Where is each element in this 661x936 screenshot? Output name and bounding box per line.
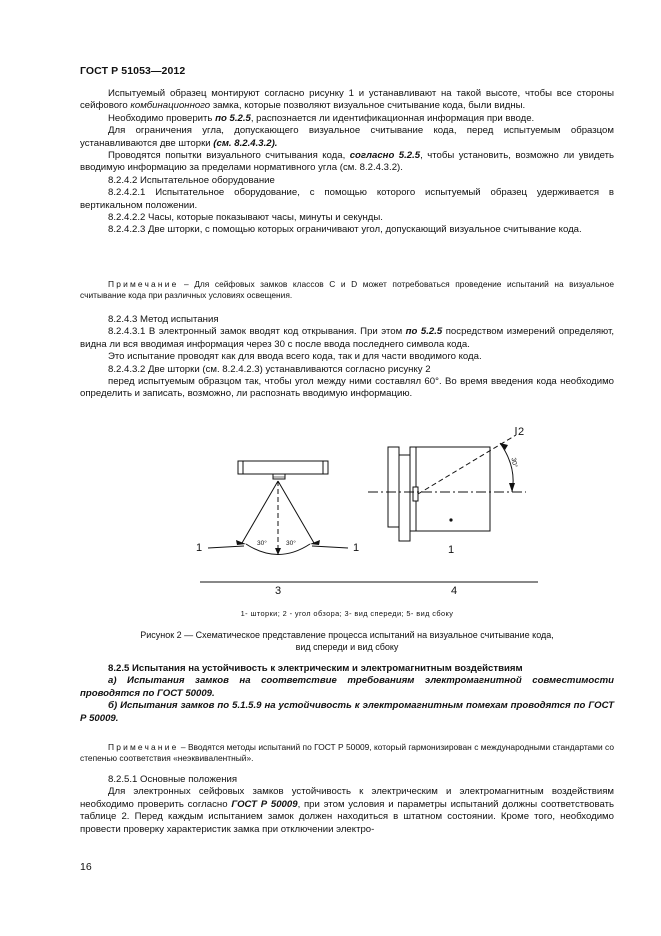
angle-label-right: 30° xyxy=(286,540,296,547)
note-1 xyxy=(80,279,614,301)
note-label: Примечание xyxy=(108,279,179,289)
sight-line-left xyxy=(242,481,278,543)
paragraph-2: Необходимо проверить по 5.2.5, распознается ли идентификационная информация при вводе. xyxy=(108,112,535,124)
section-8-2-4-3-2: 8.2.4.3.2 Две шторки (см. 8.2.4.2.3) устанавливаются согласно рисунку 2 xyxy=(108,363,431,375)
document-header: ГОСТ Р 51053—2012 xyxy=(80,65,186,77)
section-8-2-5-a: а) Испытания замков на соответствие требованиям электромагнитной совместимости проводятся по ГОСТ 50009. xyxy=(80,675,614,699)
shutter-leader-right xyxy=(312,546,348,548)
section-8-2-4-2-1: 8.2.4.2.1 Испытательное оборудование, с помощью которого испытуемый образец удерживается в вертикальном положении. xyxy=(80,187,614,211)
side-arrow-bottom xyxy=(509,483,515,492)
label-side-view: 4 xyxy=(451,585,458,597)
angle-label-left: 30° xyxy=(257,540,267,547)
label-side-view-center: 1 xyxy=(448,544,455,556)
caption-line-1: Рисунок 2 — Схематическое представление процесса испытаний на визуальное считывание кода, xyxy=(140,630,554,640)
shutter-leader-left xyxy=(208,546,244,548)
label-shutter-right: 1 xyxy=(353,542,360,554)
section-8-2-4-2-2: 8.2.4.2.2 Часы, которые показывают часы, минуты и секунды. xyxy=(108,212,383,224)
section-8-2-5-b: б) Испытания замков по 5.1.5.9 на устойчивость к электромагнитным помехам проводятся по ГОСТ Р 50009. xyxy=(80,700,614,724)
label-shutter-left: 1 xyxy=(196,542,203,554)
sight-line-right xyxy=(278,481,314,543)
angle-label-side: 30° xyxy=(509,457,519,469)
front-view-lock-body xyxy=(238,461,328,474)
side-view-door xyxy=(399,455,410,541)
section-8-2-4-3-2-cont: перед испытуемым образцом так, чтобы угол между ними составлял 60°. Во время введения кода необходимо определить и записать, возможно, ли распознать вводимую информацию. xyxy=(80,376,614,400)
section-8-2-4-2: 8.2.4.2 Испытательное оборудование xyxy=(108,174,275,186)
paragraph-1: Испытуемый образец монтируют согласно рисунку 1 и устанавливают на такой высоте, чтобы все стороны сейфового комбинационного замка, которые позволяют визуальное считывание кода, были видны. xyxy=(80,88,614,112)
section-8-2-5-heading: 8.2.5 Испытания на устойчивость к электрическим и электромагнитным воздействиям xyxy=(108,663,523,674)
emc-block xyxy=(80,663,614,725)
note-label: Примечание xyxy=(108,742,179,752)
paragraph-3: Для ограничения угла, допускающего визуальное считывание кода, перед испытуемым образцом устанавливаются две шторки (см. 8.2.4.3.2). xyxy=(80,125,614,149)
arrow-left xyxy=(236,540,246,545)
arrow-right xyxy=(310,540,320,545)
note-text: – Вводятся методы испытаний по ГОСТ Р 50009, который гармонизирован с международными стандартами со степенью соответствия «неэквивалентный». xyxy=(80,742,614,763)
paragraph-4: Проводятся попытки визуального считывания кода, согласно 5.2.5, чтобы установить, возможно ли увидеть вводимую информацию за пределами нормативного угла (см. 8.2.4.3.2). xyxy=(80,150,614,174)
label-front-view: 3 xyxy=(275,585,282,597)
basic-provisions-block xyxy=(80,774,614,836)
section-8-2-4-2-3: 8.2.4.2.3 Две шторки, с помощью которых ограничивают угол, допускающий визуальное считывание кода. xyxy=(108,224,582,236)
section-8-2-4-3-1-b: Это испытание проводят как для ввода всего кода, так и для части вводимого кода. xyxy=(108,351,482,363)
intro-block xyxy=(80,88,614,237)
section-8-2-4-3: 8.2.4.3 Метод испытания xyxy=(108,314,219,325)
section-8-2-5-1: 8.2.5.1 Основные положения xyxy=(108,774,238,785)
side-view-door-front xyxy=(388,447,399,527)
method-block xyxy=(80,314,614,401)
figure-legend: 1- шторки; 2 - угол обзора; 3- вид спереди; 5- вид сбоку xyxy=(240,609,454,618)
note-2 xyxy=(80,742,614,764)
figure-2-drawing xyxy=(160,395,610,605)
side-view-keypad xyxy=(413,487,418,501)
front-view-keypad xyxy=(273,474,285,479)
note-text: – Для сейфовых замков классов C и D может потребоваться проведение испытаний на визуальное считывание кода при различных условиях освещения. xyxy=(80,279,614,300)
label-viewing-angle: 2 xyxy=(518,426,525,438)
page-number: 16 xyxy=(80,861,92,873)
side-view-center-dot xyxy=(449,518,452,521)
section-8-2-4-3-1: 8.2.4.3.1 В электронный замок вводят код открывания. При этом по 5.2.5 посредством измерений определяют, видна ли вся вводимая информация через 30 с после ввода последнего символа кода. xyxy=(80,326,614,350)
caption-line-2: вид спереди и вид сбоку xyxy=(295,641,399,652)
figure-caption xyxy=(80,630,614,653)
figure-2 xyxy=(160,395,610,605)
section-8-2-5-1-text: Для электронных сейфовых замков устойчивость к электрическим и электромагнитным воздействиям необходимо проверить согласно ГОСТ Р 50009, при этом условия и параметры испытаний должны соответствовать таблице 2. Перед каждым испытанием замок должен находиться в штатном состоянии. Кроме того, необходимо провести проверку характеристик замка при отключении электро- xyxy=(80,786,614,835)
